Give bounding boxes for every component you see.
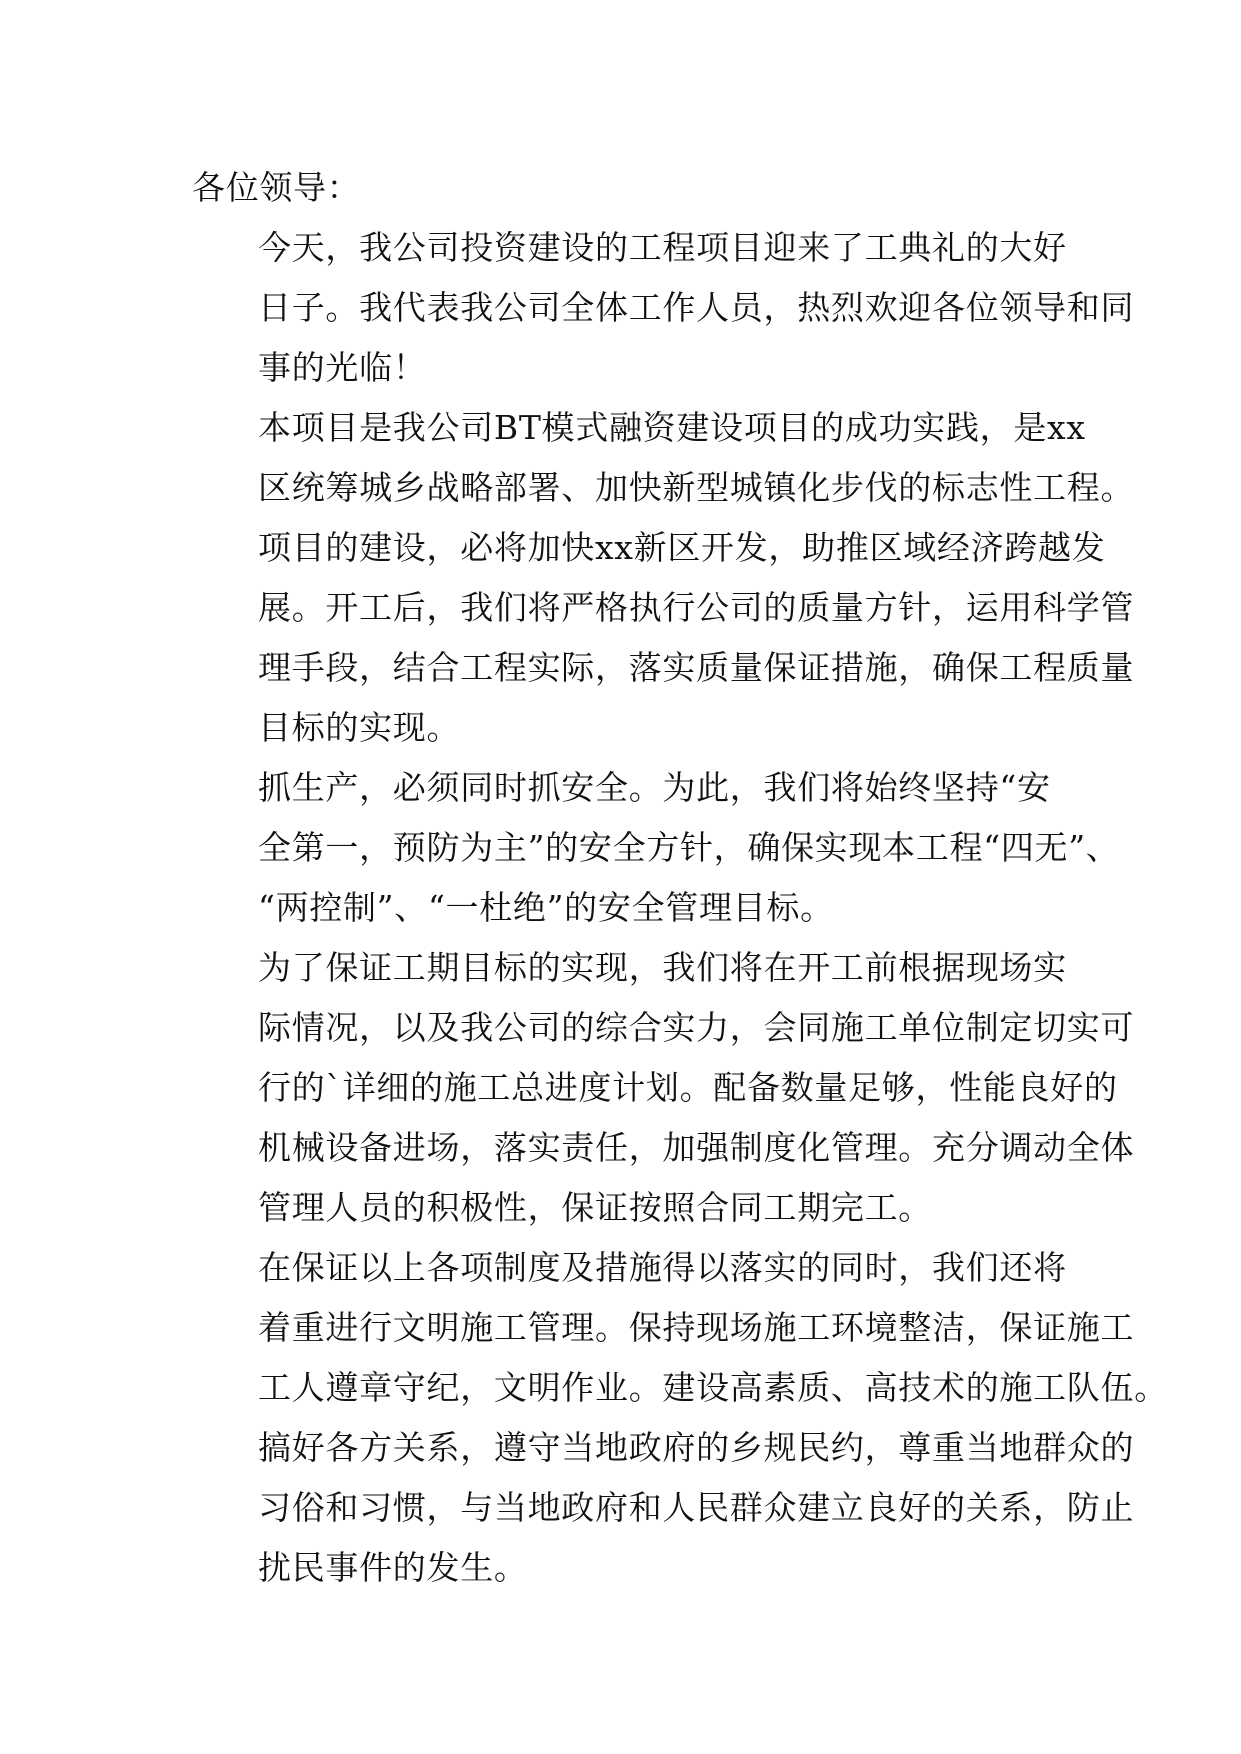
paragraph-line: 全第一，预防为主”的安全方针，确保实现本工程“四无”、: [258, 828, 1120, 867]
paragraph-line: 机械设备进场，落实责任，加强制度化管理。充分调动全体: [258, 1128, 1135, 1167]
paragraph-line: 为了保证工期目标的实现，我们将在开工前根据现场实: [258, 948, 1067, 987]
paragraph-line: 项目的建设，必将加快xx新区开发，助推区域经济跨越发: [258, 528, 1106, 567]
paragraph-line: 工人遵章守纪，文明作业。建设高素质、高技术的施工队伍。: [258, 1368, 1168, 1407]
paragraph-line: 今天，我公司投资建设的工程项目迎来了工典礼的大好: [258, 228, 1067, 267]
paragraph-line: “两控制”、“一杜绝”的安全管理目标。: [258, 888, 834, 927]
paragraph-safety: [192, 758, 1120, 938]
paragraph-line: 搞好各方关系，遵守当地政府的乡规民约，尊重当地群众的: [258, 1428, 1135, 1467]
paragraph-line: 理手段，结合工程实际，落实质量保证措施，确保工程质量: [258, 648, 1135, 687]
paragraph-line: 日子。我代表我公司全体工作人员，热烈欢迎各位领导和同: [258, 288, 1135, 327]
paragraph-line: 抓生产，必须同时抓安全。为此，我们将始终坚持“安: [258, 768, 1051, 807]
salutation: 各位领导：: [192, 168, 361, 207]
paragraph-line: 际情况，以及我公司的综合实力，会同施工单位制定切实可: [258, 1008, 1135, 1047]
paragraph-project-overview: [192, 398, 1135, 758]
paragraph-line: 着重进行文明施工管理。保持现场施工环境整洁，保证施工: [258, 1308, 1135, 1347]
paragraph-line: 展。开工后，我们将严格执行公司的质量方针，运用科学管: [258, 588, 1135, 627]
paragraph-line: 习俗和习惯，与当地政府和人民群众建立良好的关系，防止: [258, 1488, 1135, 1527]
paragraph-schedule: [192, 938, 1135, 1238]
paragraph-line: 本项目是我公司BT模式融资建设项目的成功实践，是xx: [258, 408, 1086, 447]
paragraph-line: 区统筹城乡战略部署、加快新型城镇化步伐的标志性工程。: [258, 468, 1135, 507]
paragraph-line: 管理人员的积极性，保证按照合同工期完工。: [258, 1188, 932, 1227]
paragraph-civilized-construction: [192, 1238, 1168, 1598]
paragraph-line: 扰民事件的发生。: [258, 1548, 528, 1587]
paragraph-line: 目标的实现。: [258, 708, 461, 747]
paragraph-opening: [192, 218, 1135, 398]
paragraph-line: 在保证以上各项制度及措施得以落实的同时，我们还将: [258, 1248, 1067, 1287]
document-body: [192, 158, 1168, 1598]
paragraph-line: 行的`详细的施工总进度计划。配备数量足够，性能良好的: [258, 1068, 1118, 1107]
paragraph-line: 事的光临！: [258, 348, 427, 387]
